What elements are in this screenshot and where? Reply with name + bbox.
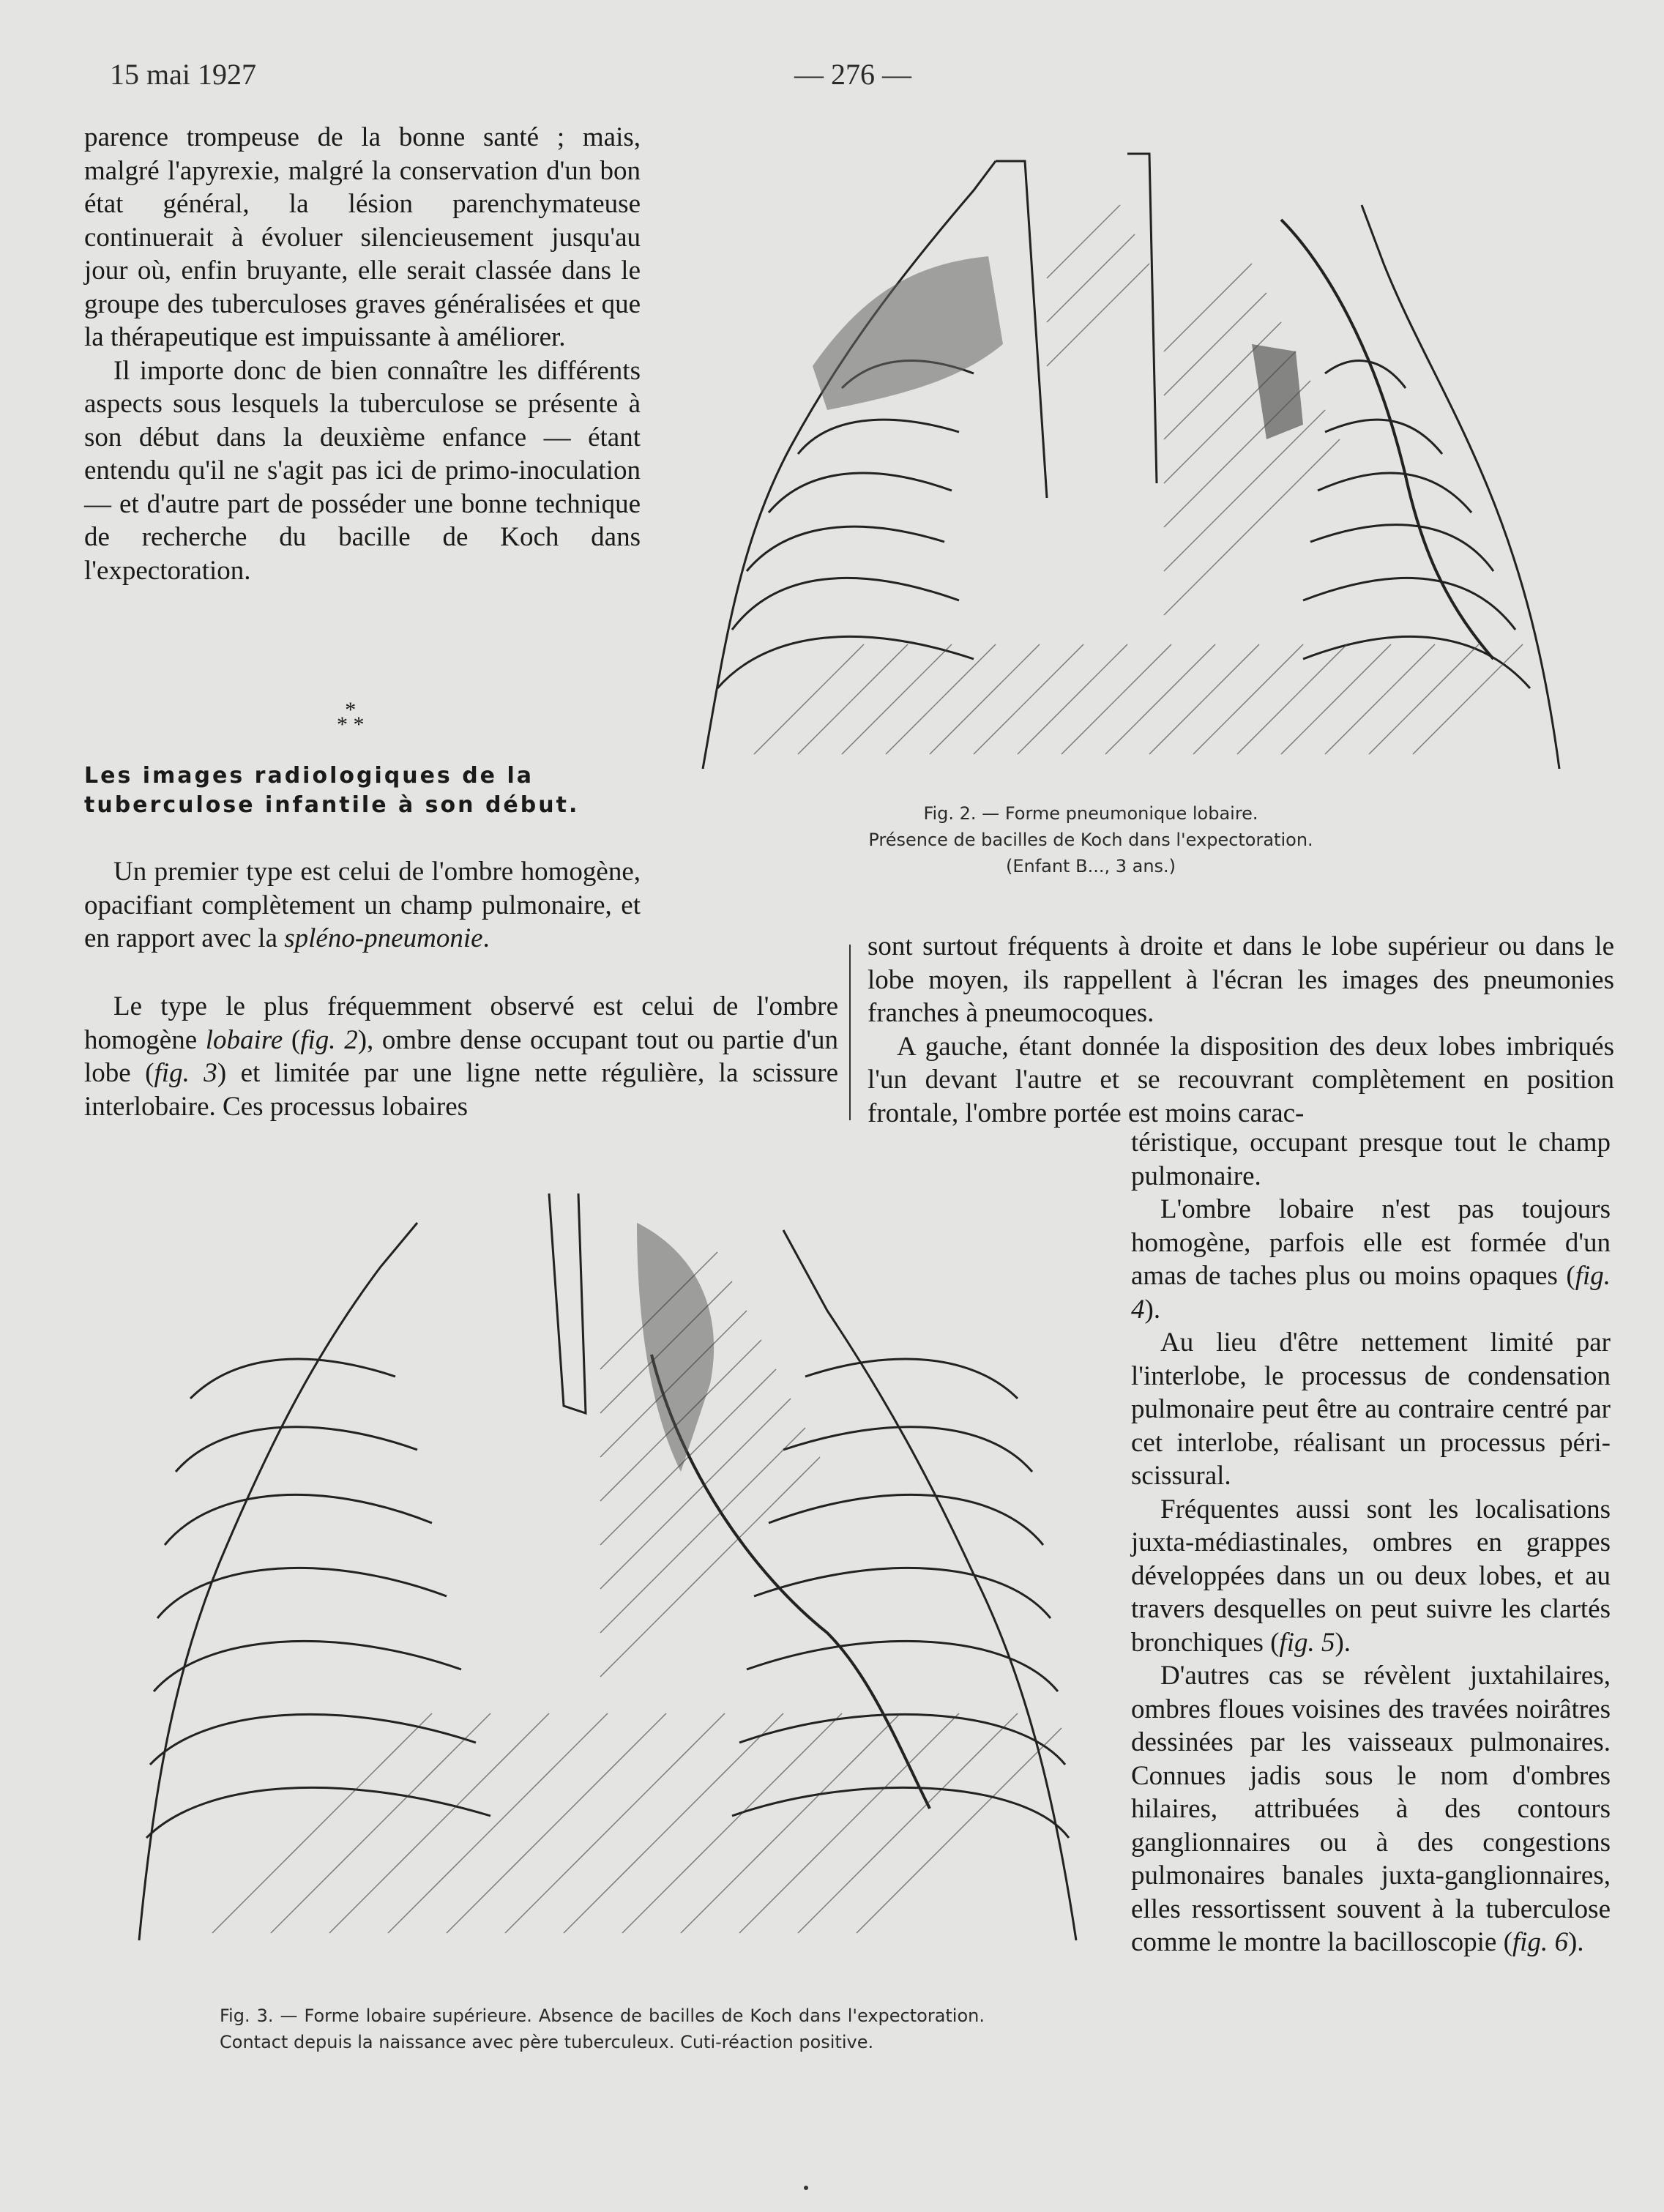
intro-paragraph-1: parence trompeuse de la bonne santé ; mais, malgré l'apyrexie, malgré la conservation d'un bon état général, la lésion parenchymateuse continuerait à évoluer silencieusement jusqu'au jour où, enfin bruyante, elle serait classée dans le groupe des tuberculoses graves généralisées et que la thérapeutique est impuissante à améliorer.: [84, 122, 641, 352]
intro-column: [84, 121, 641, 587]
figure-3-caption: Fig. 3. — Forme lobaire supérieure. Absence de bacilles de Koch dans l'expectoration. Contact depuis la naissance avec père tuberculeux. Cuti-réaction positive.: [220, 2006, 985, 2052]
figure-2-caption: Fig. 2. — Forme pneumonique lobaire. Présence de bacilles de Koch dans l'expectoration. (Enfant B..., 3 ans.): [868, 803, 1313, 876]
figure-2-chest-radiograph: [681, 132, 1581, 769]
right-paragraph-1: sont surtout fréquents à droite et dans le lobe supérieur ou dans le lobe moyen, ils rappellent à l'écran les images des pneumonies franches à pneumocoques.: [868, 931, 1614, 1028]
section-separator: * * *: [337, 698, 365, 737]
section-heading: Les images radiologiques de la tuberculose infantile à son début.: [84, 763, 580, 818]
header-date: 15 mai 1927: [110, 58, 256, 91]
paragraph-lobaire: Le type le plus fréquemment observé est celui de l'ombre homogène lobaire (fig. 2), ombre dense occupant tout ou partie d'un lobe (fig. 3) et limitée par une ligne nette régulière, la scissure interlobaire. Ces processus lobaires: [84, 991, 839, 1122]
right-column-lower: téristique, occupant presque tout le champ pulmonaire. L'ombre lobaire n'est pas toujours homogène, parfois elle est formée d'un amas de taches plus ou moins opaques (fig. 4). Au lieu d'être nettement limité par l'interlobe, le processus de condensation pulmonaire peut être au contraire centré par cet interlobe, réalisant un processus péri-scissural. Fréquentes aussi sont les localisations juxta-médiastinales, ombres en grappes développées dans un ou deux lobes, et au travers desquelles on peut suivre les clartés bronchiques (fig. 5). D'autres cas se révèlent juxtahilaires, ombres floues voisines des travées noirâtres dessinées par les vaisseaux pulmonaires. Connues jadis sous le nom d'ombres hilaires, attribuées à des contours ganglionnaires ou à des congestions pulmonaires banales juxta-ganglionnaires, elles ressortissent souvent à la tuberculose comme le montre la bacilloscopie (fig. 6).: [1131, 1128, 1611, 1957]
intro-paragraph-2: Il importe donc de bien connaître les différents aspects sous lesquels la tuberculose se présente à son début dans la deuxième enfance — étant entendu qu'il ne s'agit pas ici de primo-inoculation — et d'autre part de posséder une bonne technique de recherche du bacille de Koch dans l'expectoration.: [84, 355, 641, 586]
column-rule: [849, 945, 851, 1120]
header-page-number: — 276 —: [794, 58, 911, 91]
paragraph-spleno: Un premier type est celui de l'ombre homogène, opacifiant complètement un champ pulmonaire, et en rapport avec la spléno-pneumonie.: [84, 857, 641, 953]
page-dot: [804, 2186, 808, 2190]
right-paragraph-2: A gauche, étant donnée la disposition des deux lobes imbriqués l'un devant l'autre et se recouvrant complètement en position frontale, l'ombre portée est moins carac-: [868, 1031, 1614, 1128]
right-column-upper: [868, 930, 1614, 1130]
figure-3-chest-radiograph: [124, 1164, 1113, 1970]
